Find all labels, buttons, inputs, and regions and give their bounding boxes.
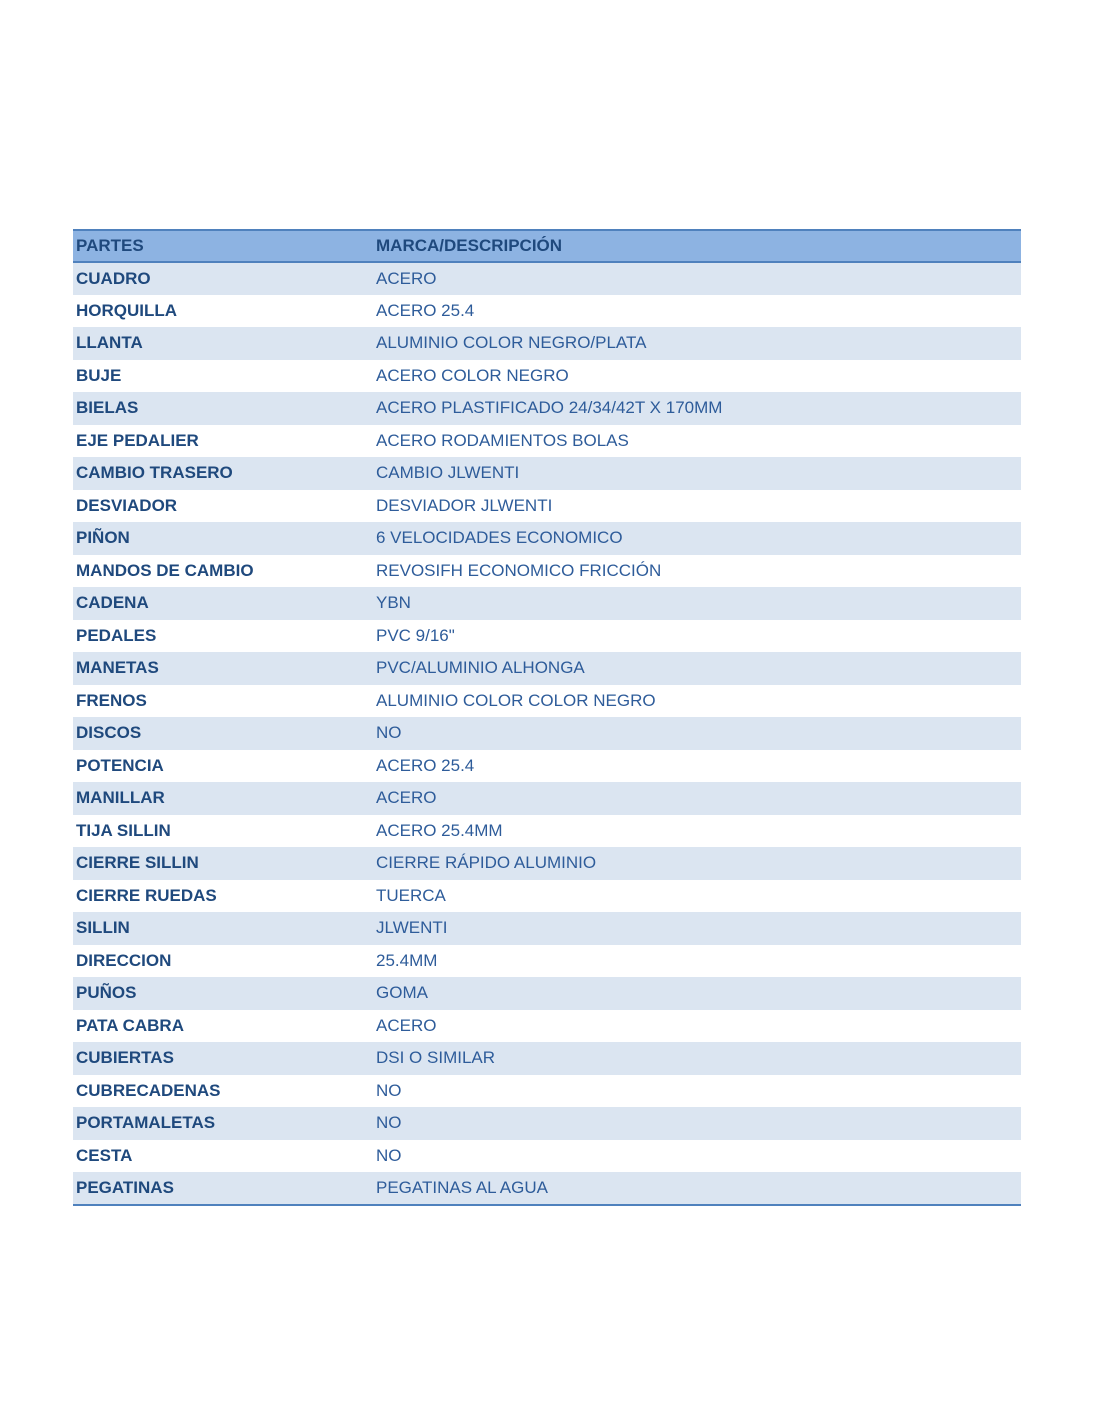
- part-description-cell: CAMBIO JLWENTI: [376, 463, 520, 483]
- table-row: [73, 685, 1021, 718]
- table-row: [73, 1107, 1021, 1140]
- part-name-cell: MANILLAR: [76, 788, 165, 808]
- table-row: [73, 1010, 1021, 1043]
- table-row: [73, 555, 1021, 588]
- column-header-description: MARCA/DESCRIPCIÓN: [376, 236, 563, 255]
- part-description-cell: ACERO: [376, 788, 437, 808]
- part-name-cell: FRENOS: [76, 690, 147, 710]
- part-name-cell: CADENA: [76, 593, 149, 613]
- table-row: [73, 945, 1021, 978]
- table-row: [73, 717, 1021, 750]
- part-name-cell: PUÑOS: [76, 983, 137, 1003]
- table-row: [73, 392, 1021, 425]
- part-description-cell: ACERO: [376, 1015, 437, 1035]
- part-name-cell: BIELAS: [76, 398, 139, 418]
- table-row: [73, 457, 1021, 490]
- part-description-cell: ALUMINIO COLOR NEGRO/PLATA: [376, 333, 647, 353]
- part-name-cell: CESTA: [76, 1145, 133, 1165]
- part-name-cell: DISCOS: [76, 723, 142, 743]
- table-row: [73, 522, 1021, 555]
- table-row: [73, 360, 1021, 393]
- part-description-cell: ALUMINIO COLOR COLOR NEGRO: [376, 690, 656, 710]
- part-name-cell: MANETAS: [76, 658, 159, 678]
- part-description-cell: ACERO 25.4MM: [376, 820, 503, 840]
- column-header-parts: PARTES: [76, 236, 144, 255]
- part-description-cell: PVC/ALUMINIO ALHONGA: [376, 658, 585, 678]
- part-description-cell: ACERO: [376, 268, 437, 288]
- table-row: [73, 1140, 1021, 1173]
- table-body: [73, 262, 1021, 1205]
- part-name-cell: MANDOS DE CAMBIO: [76, 560, 254, 580]
- part-description-cell: 6 VELOCIDADES ECONOMICO: [376, 528, 623, 548]
- part-description-cell: DESVIADOR JLWENTI: [376, 495, 553, 515]
- part-description-cell: YBN: [376, 593, 411, 613]
- part-description-cell: PVC 9/16": [376, 625, 455, 645]
- part-description-cell: JLWENTI: [376, 918, 448, 938]
- part-description-cell: CIERRE RÁPIDO ALUMINIO: [376, 853, 597, 873]
- part-name-cell: DIRECCION: [76, 950, 172, 970]
- part-description-cell: 25.4MM: [376, 950, 438, 970]
- part-description-cell: DSI O SIMILAR: [376, 1048, 496, 1068]
- part-name-cell: CUBIERTAS: [76, 1048, 174, 1068]
- part-name-cell: PATA CABRA: [76, 1015, 184, 1035]
- table-header-row: [73, 230, 1021, 262]
- part-description-cell: REVOSIFH ECONOMICO FRICCIÓN: [376, 560, 662, 580]
- part-description-cell: ACERO COLOR NEGRO: [376, 365, 569, 385]
- part-description-cell: TUERCA: [376, 885, 446, 905]
- table-row: [73, 425, 1021, 458]
- part-description-cell: ACERO 25.4: [376, 300, 475, 320]
- part-name-cell: EJE PEDALIER: [76, 430, 199, 450]
- table-row: [73, 327, 1021, 360]
- table-row: [73, 490, 1021, 523]
- part-name-cell: CAMBIO TRASERO: [76, 463, 233, 483]
- part-description-cell: NO: [376, 1080, 402, 1100]
- table-row: [73, 977, 1021, 1010]
- part-name-cell: SILLIN: [76, 918, 130, 938]
- part-description-cell: GOMA: [376, 983, 428, 1003]
- part-name-cell: HORQUILLA: [76, 300, 178, 320]
- table-row: [73, 620, 1021, 653]
- table-row: [73, 1172, 1021, 1205]
- part-name-cell: PEGATINAS: [76, 1177, 174, 1197]
- part-name-cell: CUBRECADENAS: [76, 1080, 221, 1100]
- part-name-cell: PIÑON: [76, 528, 130, 548]
- table-row: [73, 1075, 1021, 1108]
- part-name-cell: POTENCIA: [76, 755, 164, 775]
- part-name-cell: PEDALES: [76, 625, 157, 645]
- part-name-cell: BUJE: [76, 365, 122, 385]
- part-name-cell: TIJA SILLIN: [76, 820, 171, 840]
- part-name-cell: DESVIADOR: [76, 495, 178, 515]
- part-name-cell: CIERRE RUEDAS: [76, 885, 217, 905]
- part-name-cell: CUADRO: [76, 268, 151, 288]
- specs-table: [73, 229, 1021, 1206]
- table-row: [73, 782, 1021, 815]
- table-row: [73, 295, 1021, 328]
- part-description-cell: NO: [376, 1113, 402, 1133]
- table-row: [73, 880, 1021, 913]
- table-row: [73, 815, 1021, 848]
- part-description-cell: NO: [376, 1145, 402, 1165]
- table-row: [73, 587, 1021, 620]
- part-name-cell: LLANTA: [76, 333, 143, 353]
- part-name-cell: PORTAMALETAS: [76, 1113, 216, 1133]
- part-description-cell: PEGATINAS AL AGUA: [376, 1177, 548, 1197]
- part-description-cell: ACERO RODAMIENTOS BOLAS: [376, 430, 629, 450]
- part-name-cell: CIERRE SILLIN: [76, 853, 199, 873]
- part-description-cell: NO: [376, 723, 402, 743]
- table-row: [73, 912, 1021, 945]
- table-row: [73, 847, 1021, 880]
- table-row: [73, 652, 1021, 685]
- part-description-cell: ACERO PLASTIFICADO 24/34/42T X 170MM: [376, 398, 723, 418]
- part-description-cell: ACERO 25.4: [376, 755, 475, 775]
- table-row: [73, 750, 1021, 783]
- table-row: [73, 262, 1021, 295]
- table-row: [73, 1042, 1021, 1075]
